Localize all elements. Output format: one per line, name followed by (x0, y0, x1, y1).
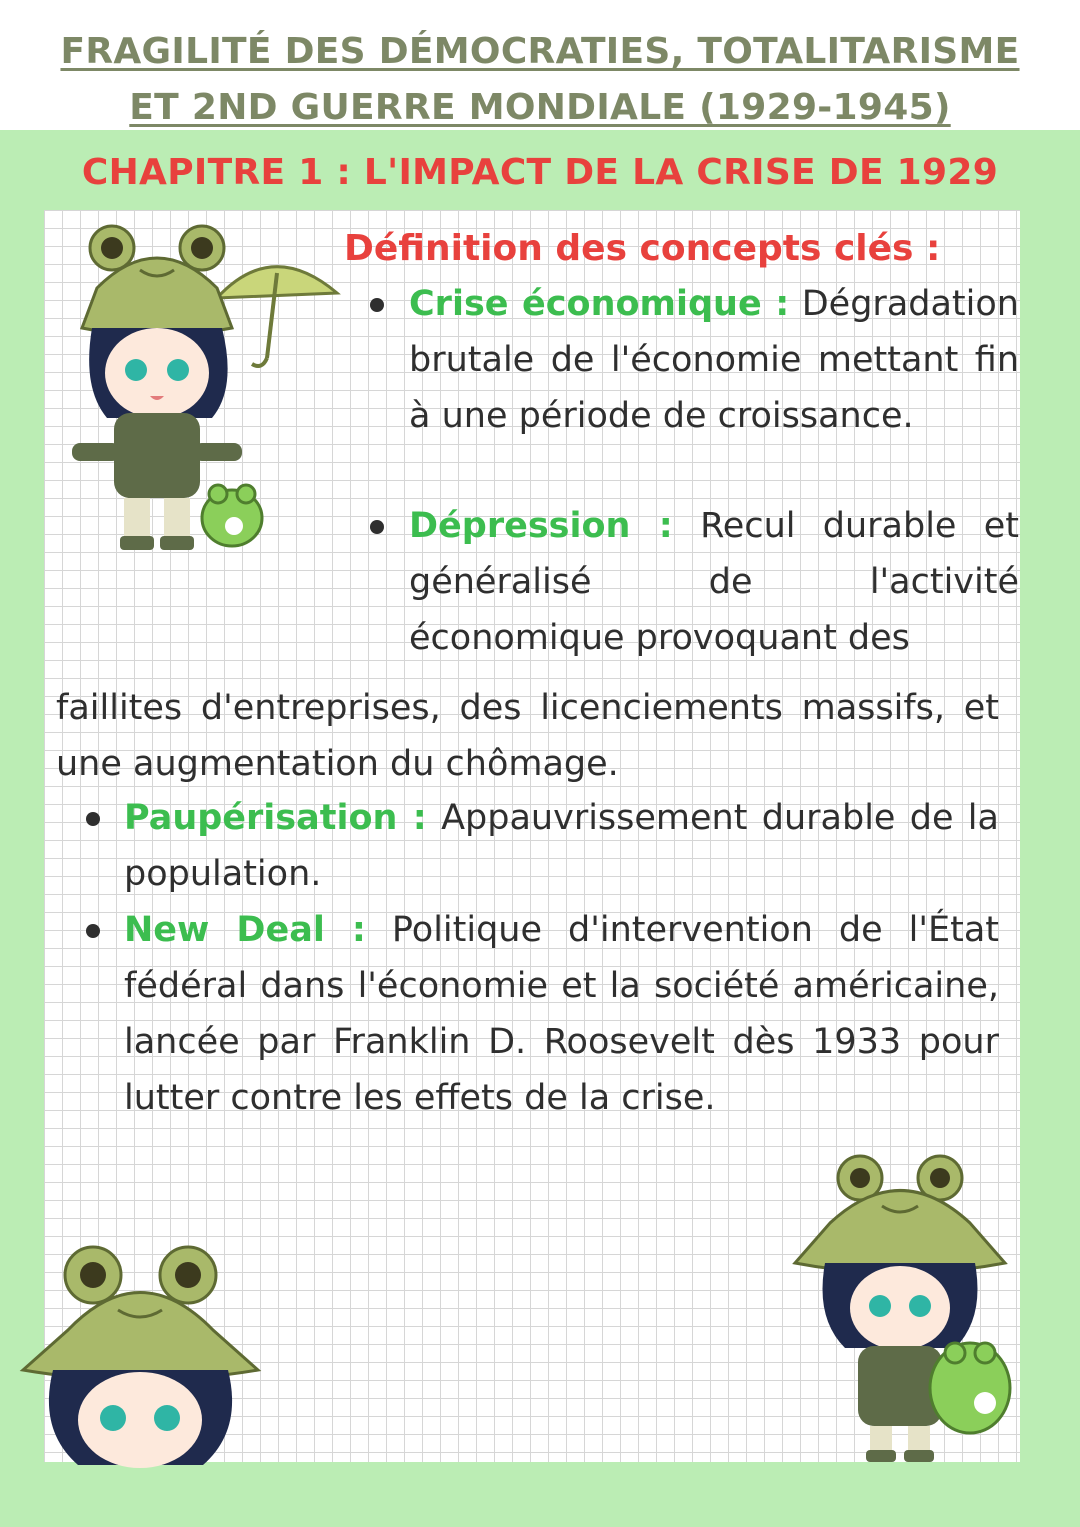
term-depression: Dépression : (409, 506, 673, 546)
definition-text-pauperisation: Appauvrissement durable de la population. (124, 798, 999, 894)
bullet-2 (370, 520, 384, 534)
definition-text-crise-economique: Dégradation brutale de l'économie mettant fin à une période de croissance. (409, 284, 1019, 436)
definition-new-deal (124, 902, 999, 1126)
character-illustration-bottom-left (18, 1240, 268, 1470)
frog-backpack-icon (930, 1343, 1010, 1433)
definition-pauperisation (124, 790, 999, 902)
definition-depression (409, 498, 1019, 666)
definition-text-depression: Recul durable et généralisé de l'activité économique provoquant des (409, 506, 1019, 658)
definition-depression-continuation: faillites d'entreprises, des licenciements massifs, et une augmentation du chômage. (56, 688, 999, 784)
bullet-4 (86, 924, 100, 938)
character-illustration-bottom-right (790, 1148, 1020, 1463)
page-title-line-2: ET 2ND GUERRE MONDIALE (1929-1945) (129, 87, 951, 128)
term-pauperisation: Paupérisation : (124, 798, 427, 838)
chapter-heading: CHAPITRE 1 : L'IMPACT DE LA CRISE DE 1929 (81, 152, 999, 193)
term-crise-economique: Crise économique : (409, 284, 790, 324)
definition-crise-economique (409, 276, 1019, 444)
page-title-line-1: FRAGILITÉ DES DÉMOCRATIES, TOTALITARISME (60, 31, 1020, 72)
umbrella-icon (217, 267, 337, 366)
character-illustration-top-left (52, 218, 342, 558)
bullet-3 (86, 812, 100, 826)
bullet-1 (370, 298, 384, 312)
definitions-title: Définition des concepts clés : (344, 228, 941, 269)
definition-text-new-deal: Politique d'intervention de l'État fédéral dans l'économie et la société américaine, lancée par Franklin D. Roosevelt dès 1933 pour lutter contre les effets de la crise. (124, 910, 999, 1118)
page-header (0, 0, 1080, 130)
term-new-deal: New Deal : (124, 910, 366, 950)
frog-icon (202, 485, 262, 546)
